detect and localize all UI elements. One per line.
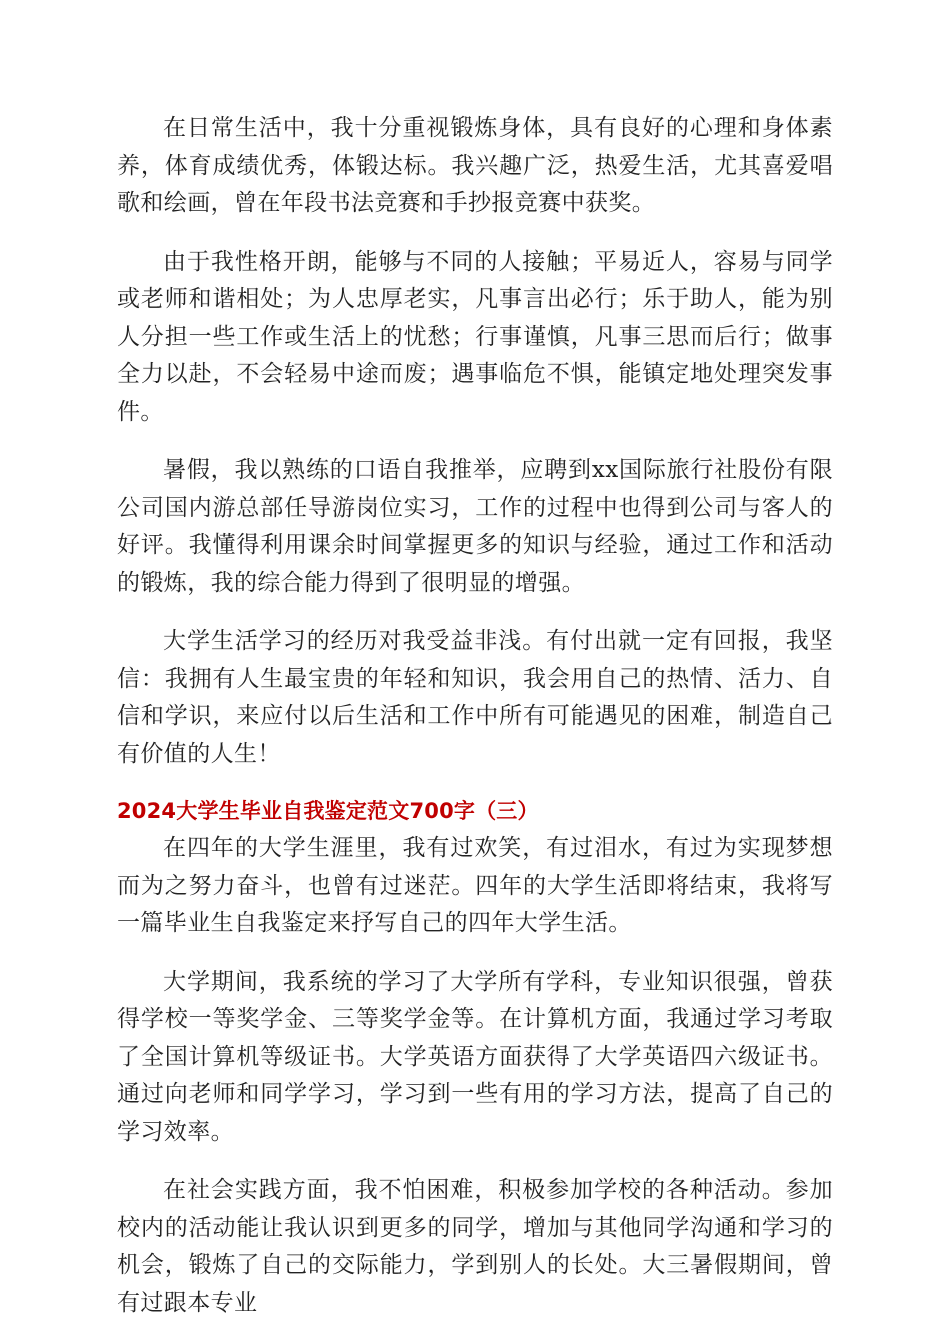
paragraph-four-years: 在四年的大学生涯里，我有过欢笑，有过泪水，有过为实现梦想而为之努力奋斗，也曾有过迷茫。四年的大学生活即将结束，我将写一篇毕业生自我鉴定来抒写自己的四年大学生活。: [117, 835, 833, 936]
section-heading: 2024大学生毕业自我鉴定范文700字（三）: [117, 799, 539, 823]
paragraph-personality: 由于我性格开朗，能够与不同的人接触；平易近人，容易与同学或老师和谐相处；为人忠厚老实，凡事言出必行；乐于助人，能为别人分担一些工作或生活上的忧愁；行事谨慎，凡事三思而后行；做事全力以赴，不会轻易中途而废；遇事临危不惧，能镇定地处理突发事件。: [117, 248, 833, 425]
paragraph-summer-internship: 暑假，我以熟练的口语自我推举，应聘到xx国际旅行社股份有限公司国内游总部任导游岗位实习，工作的过程中也得到公司与客人的好评。我懂得利用课余时间掌握更多的知识与经验，通过工作和活动的锻炼，我的综合能力得到了很明显的增强。: [117, 457, 833, 596]
paragraph-daily-life: 在日常生活中，我十分重视锻炼身体，具有良好的心理和身体素养，体育成绩优秀，体锻达标。我兴趣广泛，热爱生活，尤其喜爱唱歌和绘画，曾在年段书法竞赛和手抄报竞赛中获奖。: [117, 115, 833, 216]
paragraph-study: 大学期间，我系统的学习了大学所有学科，专业知识很强，曾获得学校一等奖学金、三等奖学金等。在计算机方面，我通过学习考取了全国计算机等级证书。大学英语方面获得了大学英语四六级证书。通过向老师和同学学习，学习到一些有用的学习方法，提高了自己的学习效率。: [117, 968, 833, 1145]
paragraph-social-practice: 在社会实践方面，我不怕困难，积极参加学校的各种活动。参加校内的活动能让我认识到更多的同学，增加与其他同学沟通和学习的机会，锻炼了自己的交际能力，学到别人的长处。大三暑假期间，曾有过跟本专业: [117, 1177, 833, 1316]
paragraph-conclusion: 大学生活学习的经历对我受益非浅。有付出就一定有回报，我坚信：我拥有人生最宝贵的年轻和知识，我会用自己的热情、活力、自信和学识，来应付以后生活和工作中所有可能遇见的困难，制造自己有价值的人生！: [117, 628, 833, 767]
document-body: [117, 110, 833, 1343]
